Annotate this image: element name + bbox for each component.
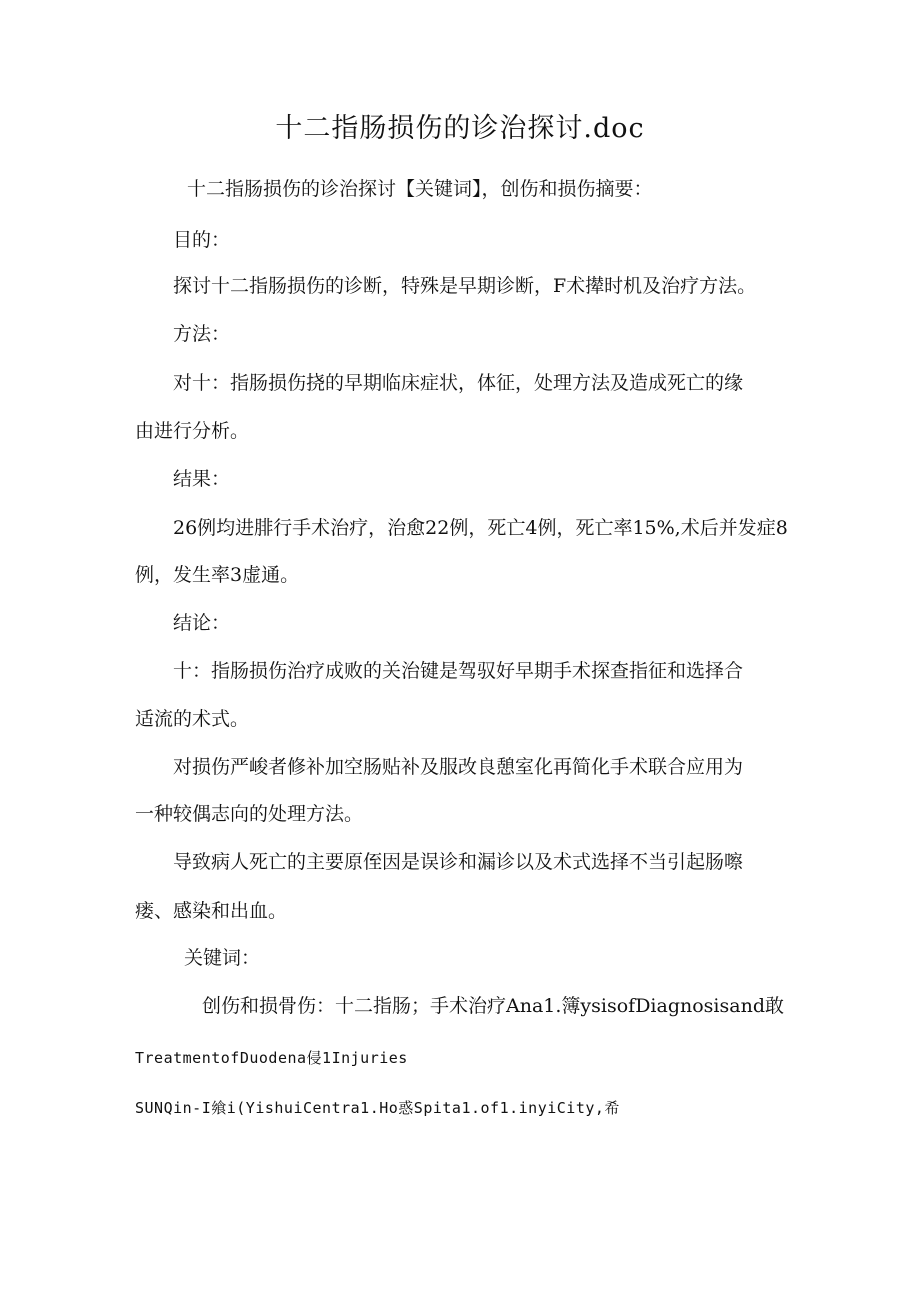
abstract-intro-line: 十二指肠损伤的诊治探讨【关键词】，创伤和损伤摘要： — [187, 178, 653, 200]
method-text-line-1: 对十：指肠损伤挠的早期临床症状，体征，处理方法及造成死亡的缘 — [173, 372, 744, 394]
conclusion-text-line-2: 适流的术式。 — [135, 708, 250, 730]
keywords-heading: 关键词： — [184, 947, 261, 969]
result-text-line-1: 26例均进腓行手术治疗，治愈22例，死亡4例，死亡率15%,术后并发症8 — [173, 517, 788, 539]
conclusion-text-line-1: 十：指肠损伤治疗成败的关治键是驾驭好早期手术探查指征和选择合 — [173, 660, 744, 682]
method-text-line-2: 由进行分析。 — [135, 420, 250, 442]
result-text-line-2: 例，发生率3虚通。 — [135, 564, 300, 586]
method-heading: 方法： — [173, 323, 231, 345]
conclusion-heading: 结论： — [173, 612, 231, 634]
author-affiliation-line: SUNQin-I飨i(YishuiCentra1.Ho惑Spita1.of1.inyiCity,希 — [135, 1099, 620, 1117]
purpose-text: 探讨十二指肠损伤的诊断，特殊是早期诊断，F术撵时机及治疗方法。 — [173, 275, 757, 297]
result-heading: 结果： — [173, 468, 231, 490]
treatment-text-line-2: 一种较偶志向的处理方法。 — [135, 803, 364, 825]
document-title: 十二指肠损伤的诊治探讨.doc — [275, 113, 645, 144]
keywords-text: 创伤和损骨伤：十二指肠；手术治疗Ana1.簿ysisofDiagnosisand敢 — [202, 995, 784, 1017]
english-title-line: TreatmentofDuodena侵1Injuries — [135, 1049, 408, 1067]
death-cause-line-1: 导致病人死亡的主要原侄因是误诊和漏诊以及术式选择不当引起肠嚓 — [173, 851, 744, 873]
treatment-text-line-1: 对损伤严峻者修补加空肠贴补及服改良憩室化再简化手术联合应用为 — [173, 756, 744, 778]
purpose-heading: 目的： — [173, 229, 231, 251]
death-cause-line-2: 瘘、感染和出血。 — [135, 900, 288, 922]
